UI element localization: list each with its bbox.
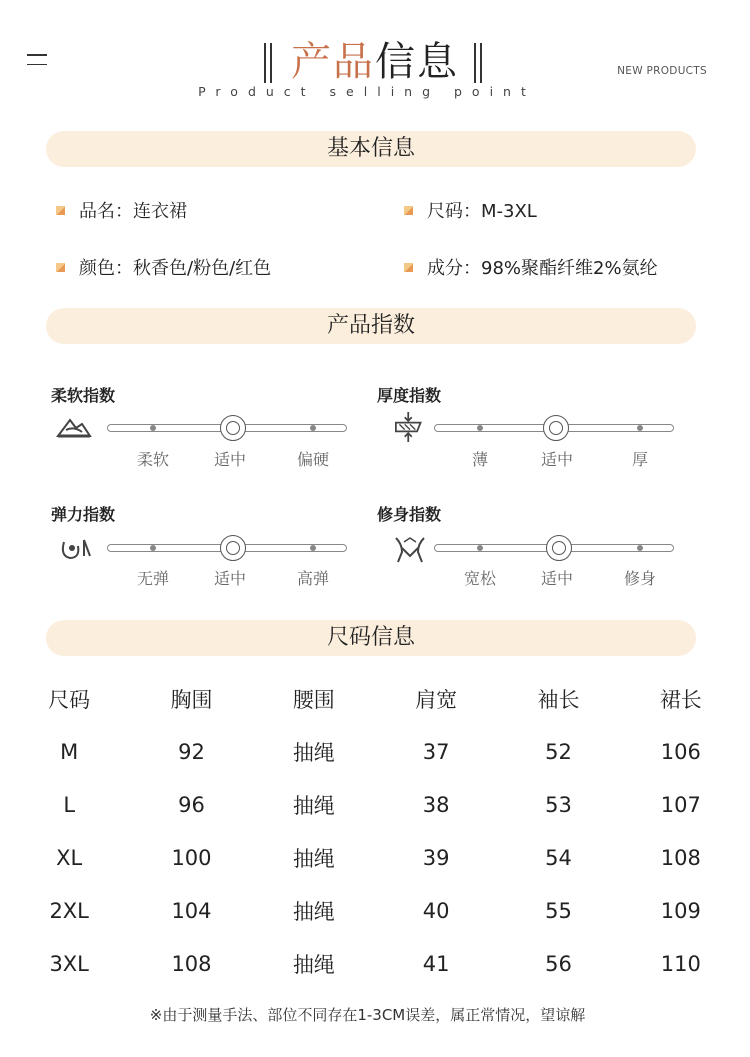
bullet-icon: [56, 263, 65, 272]
page-subtitle: Product selling point: [198, 84, 536, 99]
size-table: [8, 672, 742, 990]
measurement-footnote: ※由于测量手法、部位不同存在1-3CM误差，属正常情况，望谅解: [149, 1006, 586, 1024]
cell-length: 108: [660, 845, 701, 870]
size-table-header: [8, 672, 742, 725]
elasticity-scale-low: 无弹: [136, 569, 169, 588]
table-row: [8, 778, 742, 831]
thickness-scale-low: 薄: [471, 450, 488, 469]
cell-size: 3XL: [49, 951, 89, 976]
info-item-name: 品名：连衣裙: [56, 197, 187, 223]
title-bar-left-icon: [263, 43, 277, 83]
fit-scale-high: 修身: [623, 569, 656, 588]
title-bar-right-icon: [473, 43, 487, 83]
cell-size: M: [60, 739, 79, 764]
info-item-material: 成分：98%聚酯纤维2%氨纶: [404, 254, 658, 280]
cell-shoulder: 41: [422, 951, 450, 976]
info-item-color: 颜色：秋香色/粉色/红色: [56, 254, 271, 280]
fit-slider-knob[interactable]: [546, 535, 572, 561]
cell-size: L: [63, 792, 76, 817]
thickness-scale-high: 厚: [631, 450, 648, 469]
softness-scale-mid: 适中: [213, 450, 246, 469]
elasticity-scale-mid: 适中: [213, 569, 246, 588]
thickness-index-label: 厚度指数: [377, 386, 442, 405]
header-size: 尺码: [48, 687, 91, 712]
header-shoulder: 肩宽: [415, 687, 458, 712]
table-row: [8, 937, 742, 990]
elasticity-scale-high: 高弹: [296, 569, 329, 588]
softness-slider-knob[interactable]: [220, 415, 246, 441]
bullet-icon: [56, 206, 65, 215]
fit-scale-mid: 适中: [540, 569, 573, 588]
cell-bust: 100: [171, 845, 212, 870]
cell-waist: 抽绳: [292, 793, 335, 818]
bullet-icon: [404, 206, 413, 215]
cell-shoulder: 39: [422, 845, 450, 870]
fit-tick-right: [637, 545, 643, 551]
cell-sleeve: 56: [545, 951, 572, 976]
cell-sleeve: 53: [545, 792, 572, 817]
cell-length: 109: [660, 898, 701, 923]
softness-tick-left: [150, 425, 156, 431]
new-products-label: NEW PRODUCTS: [617, 65, 707, 77]
elasticity-index-label: 弹力指数: [51, 505, 116, 524]
fit-tick-left: [477, 545, 483, 551]
cell-bust: 96: [178, 792, 205, 817]
cell-size: XL: [56, 845, 83, 870]
softness-icon: [56, 414, 92, 444]
thickness-tick-right: [637, 425, 643, 431]
thickness-tick-left: [477, 425, 483, 431]
table-row: [8, 725, 742, 778]
bullet-icon: [404, 263, 413, 272]
cell-sleeve: 55: [545, 898, 572, 923]
cell-bust: 92: [178, 739, 205, 764]
table-row: [8, 831, 742, 884]
elasticity-tick-right: [310, 545, 316, 551]
header-sleeve: 袖长: [537, 687, 580, 712]
cell-length: 110: [660, 951, 701, 976]
elasticity-icon: [58, 534, 94, 564]
header-bust: 胸围: [170, 687, 213, 712]
elasticity-slider-knob[interactable]: [220, 535, 246, 561]
fit-icon: [392, 534, 428, 564]
cell-bust: 108: [171, 951, 212, 976]
thickness-icon: [392, 412, 428, 442]
cell-waist: 抽绳: [292, 899, 335, 924]
cell-length: 106: [660, 739, 701, 764]
cell-bust: 104: [171, 898, 212, 923]
cell-length: 107: [660, 792, 701, 817]
cell-sleeve: 54: [545, 845, 572, 870]
softness-index-label: 柔软指数: [51, 386, 116, 405]
softness-scale-low: 柔软: [136, 450, 169, 469]
section-basic-info: 基本信息: [46, 131, 696, 167]
info-item-size: 尺码：M-3XL: [404, 197, 537, 223]
thickness-scale-mid: 适中: [540, 450, 573, 469]
softness-tick-right: [310, 425, 316, 431]
section-size-info: 尺码信息: [46, 620, 696, 656]
section-product-index: 产品指数: [46, 308, 696, 344]
softness-scale-high: 偏硬: [296, 450, 329, 469]
cell-shoulder: 40: [422, 898, 450, 923]
cell-size: 2XL: [49, 898, 89, 923]
fit-index-label: 修身指数: [377, 505, 442, 524]
table-row: [8, 884, 742, 937]
elasticity-tick-left: [150, 545, 156, 551]
cell-sleeve: 52: [545, 739, 572, 764]
thickness-slider-knob[interactable]: [543, 415, 569, 441]
cell-shoulder: 38: [422, 792, 450, 817]
fit-scale-low: 宽松: [463, 569, 496, 588]
cell-shoulder: 37: [422, 739, 450, 764]
cell-waist: 抽绳: [292, 846, 335, 871]
cell-waist: 抽绳: [292, 740, 335, 765]
page-title: 产品信息: [0, 30, 750, 87]
header-waist: 腰围: [292, 687, 335, 712]
header-length: 裙长: [659, 687, 702, 712]
cell-waist: 抽绳: [292, 952, 335, 977]
